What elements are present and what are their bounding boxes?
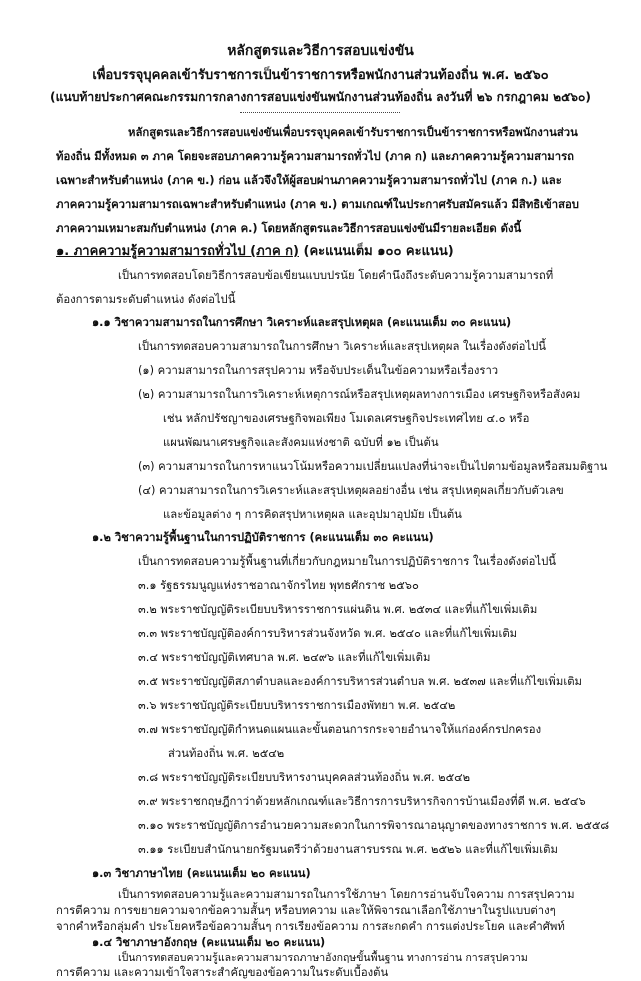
list-item: (๑) ความสามารถในการสรุปความ หรือจับประเด็นในข้อความหรือเรื่องราว [138, 364, 499, 377]
subsection-1-1-title: ๑.๑ วิชาความสามารถในการศึกษา วิเคราะห์และสรุปเหตุผล [92, 316, 384, 329]
section-1-desc: ต้องการตามระดับตำแหน่ง ดังต่อไปนี้ [56, 293, 236, 306]
subsection-1-3-score: (คะแนนเต็ม ๒๐ คะแนน) [182, 867, 311, 880]
separator-dotted-line [240, 112, 400, 113]
subsection-1-1-score: (คะแนนเต็ม ๓๐ คะแนน) [383, 316, 512, 329]
document-title: หลักสูตรและวิธีการสอบแข่งขัน [227, 43, 414, 59]
subsection-1-2-title: ๑.๒ วิชาความรู้พื้นฐานในการปฏิบัติราชการ [92, 531, 306, 544]
subsection-1-3-desc: การตีความ การขยายความจากข้อความสั้นๆ หรือบทความ และให้พิจารณาเลือกใช้ภาษาในรูปแบบต่างๆ [56, 904, 556, 917]
subsection-1-4-title: ๑.๔ วิชาภาษาอังกฤษ [92, 936, 198, 949]
law-item: ๓.๙ พระราชกฤษฎีกาว่าด้วยหลักเกณฑ์และวิธีการการบริหารกิจการบ้านเมืองที่ดี พ.ศ. ๒๕๔๖ [138, 795, 586, 808]
law-item: ๓.๖ พระราชบัญญัติระเบียบบริหารราชการเมืองพัทยา พ.ศ. ๒๕๔๒ [138, 699, 456, 712]
intro-line: ภาคความรู้ความสามารถเฉพาะสำหรับตำแหน่ง (ภาค ข.) ตามเกณฑ์ในประกาศรับสมัครแล้ว มีสิทธิเข้าสอบ [56, 198, 579, 211]
section-1-score: (คะแนนเต็ม ๑๐๐ คะแนน) [298, 244, 454, 259]
intro-line: ท้องถิ่น มีทั้งหมด ๓ ภาค โดยจะสอบภาคความรู้ความสามารถทั่วไป (ภาค ก) และภาคความรู้ความสามารถ [56, 150, 575, 163]
subsection-1-3-title: ๑.๓ วิชาภาษาไทย [92, 867, 183, 880]
list-item: (๔) ความสามารถในการวิเคราะห์และสรุปเหตุผลอย่างอื่น เช่น สรุปเหตุผลเกี่ยวกับตัวเลข [138, 484, 564, 497]
intro-line: เฉพาะสำหรับตำแหน่ง (ภาค ข.) ก่อน แล้วจึงให้ผู้สอบผ่านภาคความรู้ความสามารถทั่วไป (ภาค ก.) และ [56, 174, 562, 187]
list-item: (๓) ความสามารถในการหาแนวโน้มหรือความเปลี่ยนแปลงที่น่าจะเป็นไปตามข้อมูลหรือสมมติฐาน [138, 460, 608, 473]
subsection-1-3-heading [92, 866, 311, 882]
law-item: ๓.๘ พระราชบัญญัติระเบียบบริหารงานบุคคลส่วนท้องถิ่น พ.ศ. ๒๕๔๒ [138, 771, 471, 784]
subsection-1-2-heading [92, 530, 434, 546]
subsection-1-3-desc: เป็นการทดสอบความรู้และความสามารถในการใช้ภาษา โดยการอ่านจับใจความ การสรุปความ [118, 888, 575, 901]
law-item: ส่วนท้องถิ่น พ.ศ. ๒๕๔๒ [168, 747, 285, 760]
list-item: แผนพัฒนาเศรษฐกิจและสังคมแห่งชาติ ฉบับที่ ๑๒ เป็นต้น [163, 436, 439, 449]
law-item: ๓.๕ พระราชบัญญัติสภาตำบลและองค์การบริหารส่วนตำบล พ.ศ. ๒๕๓๗ และที่แก้ไขเพิ่มเติม [138, 675, 582, 688]
law-item: ๓.๑๑ ระเบียบสำนักนายกรัฐมนตรีว่าด้วยงานสารบรรณ พ.ศ. ๒๕๒๖ และที่แก้ไขเพิ่มเติม [138, 843, 558, 856]
subsection-1-1-desc: เป็นการทดสอบความสามารถในการศึกษา วิเคราะห์และสรุปเหตุผล ในเรื่องดังต่อไปนี้ [138, 340, 547, 353]
law-item: ๓.๗ พระราชบัญญัติกำหนดแผนและขั้นตอนการกระจายอำนาจให้แก่องค์กรปกครอง [138, 723, 542, 736]
subsection-1-2-desc: เป็นการทดสอบความรู้พื้นฐานที่เกี่ยวกับกฎหมายในการปฏิบัติราชการ ในเรื่องดังต่อไปนี้ [138, 555, 556, 568]
list-item: (๒) ความสามารถในการวิเคราะห์เหตุการณ์หรือสรุปเหตุผลทางการเมือง เศรษฐกิจหรือสังคม [138, 388, 581, 401]
law-item: ๓.๔ พระราชบัญญัติเทศบาล พ.ศ. ๒๔๙๖ และที่แก้ไขเพิ่มเติม [138, 651, 431, 664]
law-item: ๓.๑ รัฐธรรมนูญแห่งราชอาณาจักรไทย พุทธศักราช ๒๕๖๐ [138, 579, 419, 592]
subsection-1-1-heading [92, 315, 511, 331]
list-item: เช่น หลักปรัชญาของเศรษฐกิจพอเพียง โมเดลเศรษฐกิจประเทศไทย ๔.๐ หรือ [163, 412, 530, 425]
list-item: และข้อมูลต่าง ๆ การคิดสรุปหาเหตุผล และอุปมาอุปมัย เป็นต้น [163, 508, 462, 521]
document-note: (แนบท้ายประกาศคณะกรรมการกลางการสอบแข่งขันพนักงานส่วนท้องถิ่น ลงวันที่ ๒๖ กรกฎาคม ๒๕๖๐) [50, 90, 591, 104]
law-item: ๓.๒ พระราชบัญญัติระเบียบบริหารราชการแผ่นดิน พ.ศ. ๒๕๓๔ และที่แก้ไขเพิ่มเติม [138, 603, 538, 616]
subsection-1-4-desc: การตีความ และความเข้าใจสาระสำคัญของข้อความในระดับเบื้องต้น [56, 966, 389, 979]
law-item: ๓.๓ พระราชบัญญัติองค์การบริหารส่วนจังหวัด พ.ศ. ๒๕๔๐ และที่แก้ไขเพิ่มเติม [138, 627, 518, 640]
section-1-title: ๑. ภาคความรู้ความสามารถทั่วไป (ภาค ก) [56, 244, 299, 259]
subsection-1-4-desc: เป็นการทดสอบความรู้และความสามารถภาษาอังกฤษขั้นพื้นฐาน ทางการอ่าน การสรุปความ [118, 952, 528, 964]
subsection-1-4-score: (คะแนนเต็ม ๒๐ คะแนน) [197, 936, 326, 949]
subsection-1-3-desc: จากคำหรือกลุ่มคำ ประโยคหรือข้อความสั้นๆ การเรียงข้อความ การสะกดคำ การแต่งประโยค และคำศัพท์ [56, 920, 565, 933]
subsection-1-2-score: (คะแนนเต็ม ๓๐ คะแนน) [305, 531, 434, 544]
document-subtitle: เพื่อบรรจุบุคคลเข้ารับราชการเป็นข้าราชการหรือพนักงานส่วนท้องถิ่น พ.ศ. ๒๕๖๐ [92, 68, 549, 83]
subsection-1-4-heading [92, 935, 325, 951]
section-1-desc: เป็นการทดสอบโดยวิธีการสอบข้อเขียนแบบปรนัย โดยคำนึงถึงระดับความรู้ความสามารถที่ [118, 269, 554, 282]
section-1-heading [56, 244, 454, 260]
intro-line: ภาคความเหมาะสมกับตำแหน่ง (ภาค ค.) โดยหลักสูตรและวิธีการสอบแข่งขันมีรายละเอียด ดังนี้ [56, 222, 522, 235]
intro-line: หลักสูตรและวิธีการสอบแข่งขันเพื่อบรรจุบุคคลเข้ารับราชการเป็นข้าราชการหรือพนักงานส่วน [128, 126, 578, 139]
law-item: ๓.๑๐ พระราชบัญญัติการอำนวยความสะดวกในการพิจารณาอนุญาตของทางราชการ พ.ศ. ๒๕๕๘ [138, 819, 610, 832]
